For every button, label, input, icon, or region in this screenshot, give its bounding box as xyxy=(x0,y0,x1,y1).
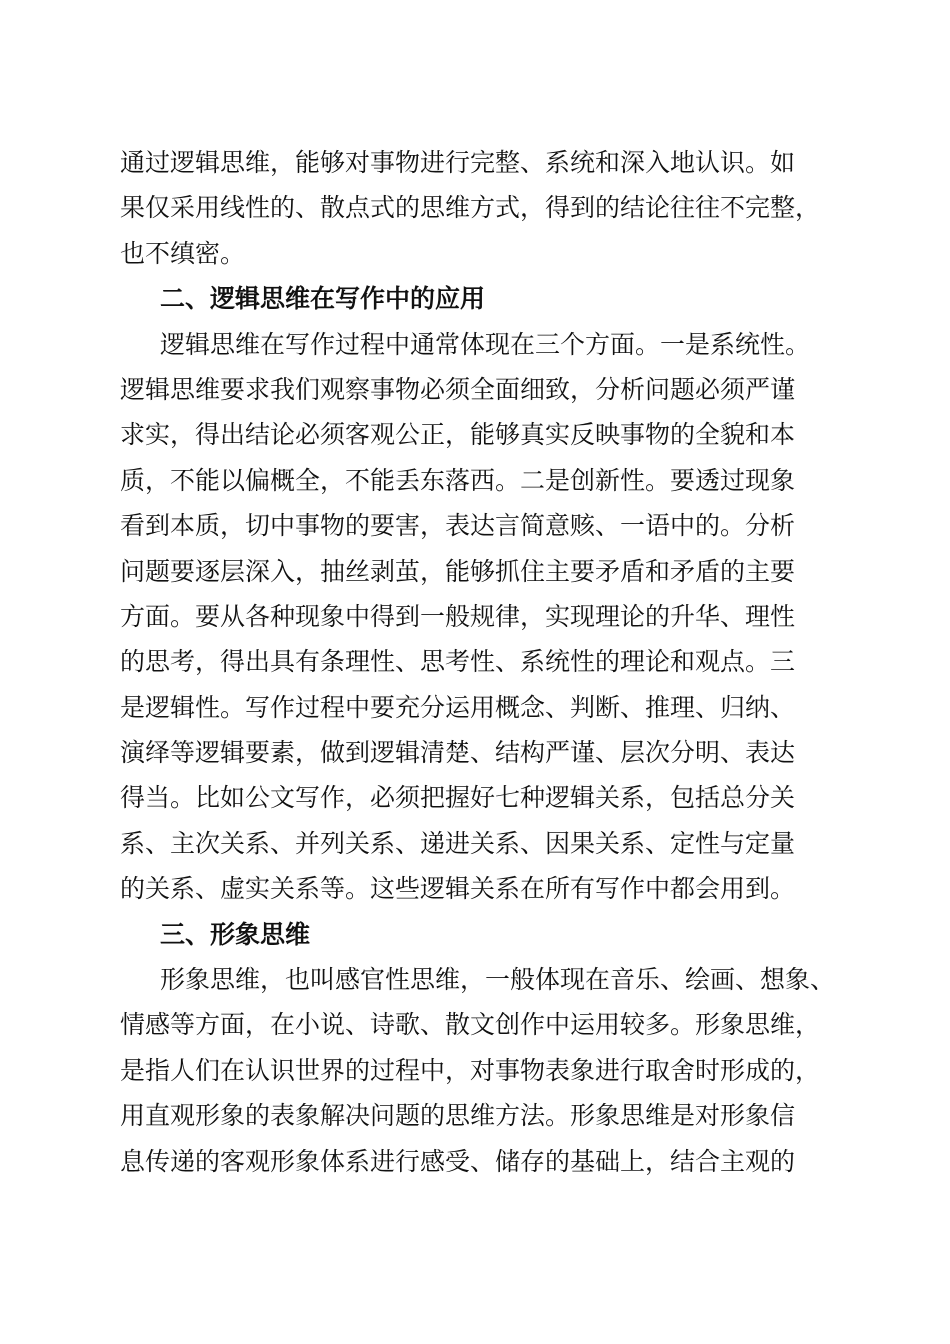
paragraph-line: 的关系、虚实关系等。这些逻辑关系在所有写作中都会用到。 xyxy=(120,874,796,904)
paragraph-line: 求实，得出结论必须客观公正，能够真实反映事物的全貌和本 xyxy=(120,420,796,450)
paragraph-line: 问题要逐层深入，抽丝剥茧，能够抓住主要矛盾和矛盾的主要 xyxy=(120,556,796,586)
paragraph-line: 逻辑思维在写作过程中通常体现在三个方面。一是系统性。 xyxy=(160,329,811,359)
paragraph-line: 情感等方面，在小说、诗歌、散文创作中运用较多。形象思维， xyxy=(120,1010,821,1040)
logic-in-writing-paragraph xyxy=(120,322,832,912)
paragraph-line: 形象思维，也叫感官性思维，一般体现在音乐、绘画、想象、 xyxy=(160,965,836,995)
intro-paragraph xyxy=(120,140,832,276)
document-body xyxy=(120,140,836,1184)
paragraph-line: 也不缜密。 xyxy=(120,238,246,268)
paragraph-line: 方面。要从各种现象中得到一般规律，实现理论的升华、理性 xyxy=(120,601,796,631)
paragraph-line: 逻辑思维要求我们观察事物必须全面细致，分析问题必须严谨 xyxy=(120,374,796,404)
paragraph-line: 通过逻辑思维，能够对事物进行完整、系统和深入地认识。如 xyxy=(120,148,796,177)
paragraph-line: 质，不能以偏概全，不能丢东落西。二是创新性。要透过现象 xyxy=(120,465,796,495)
section-heading-logic-in-writing: 二、逻辑思维在写作中的应用 xyxy=(160,284,486,314)
paragraph-line: 得当。比如公文写作，必须把握好七种逻辑关系，包括总分关 xyxy=(120,783,796,813)
paragraph-line: 系、主次关系、并列关系、递进关系、因果关系、定性与定量 xyxy=(120,828,796,858)
paragraph-line: 演绎等逻辑要素，做到逻辑清楚、结构严谨、层次分明、表达 xyxy=(120,738,796,768)
paragraph-line: 是指人们在认识世界的过程中，对事物表象进行取舍时形成的， xyxy=(120,1055,821,1085)
section-heading-imagery-thinking: 三、形象思维 xyxy=(160,919,311,949)
paragraph-line: 的思考，得出具有条理性、思考性、系统性的理论和观点。三 xyxy=(120,647,796,677)
paragraph-line: 看到本质，切中事物的要害，表达言简意赅、一语中的。分析 xyxy=(120,511,796,541)
paragraph-line: 是逻辑性。写作过程中要充分运用概念、判断、推理、归纳、 xyxy=(120,692,796,722)
imagery-thinking-paragraph xyxy=(120,957,836,1184)
paragraph-line: 息传递的客观形象体系进行感受、储存的基础上，结合主观的 xyxy=(120,1146,796,1176)
paragraph-line: 用直观形象的表象解决问题的思维方法。形象思维是对形象信 xyxy=(120,1101,796,1131)
paragraph-line: 果仅采用线性的、散点式的思维方式，得到的结论往往不完整， xyxy=(120,193,821,223)
